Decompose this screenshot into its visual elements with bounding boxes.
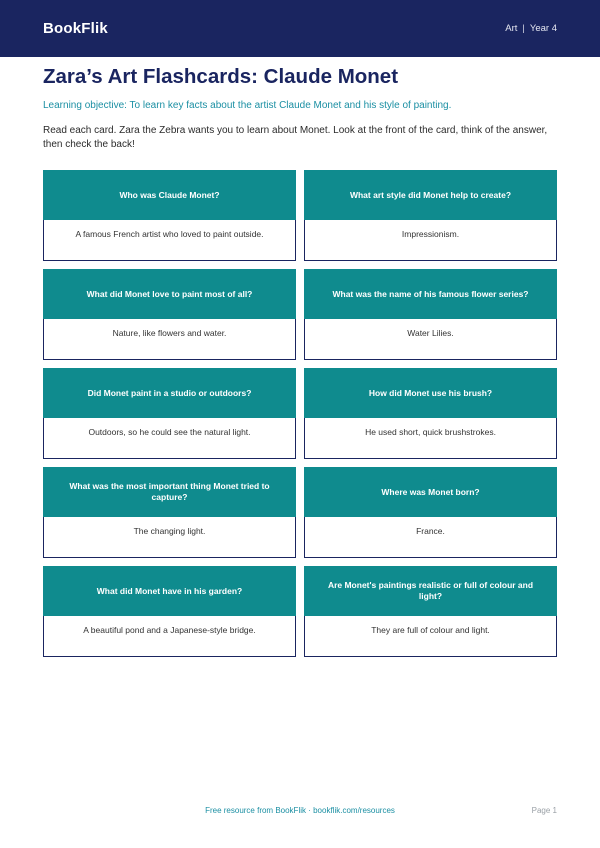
- card-question: Where was Monet born?: [304, 467, 557, 517]
- intro-text: Read each card. Zara the Zebra wants you to learn about Monet. Look at the front of the card, think of the answer, then check the back!: [43, 125, 548, 150]
- flashcard: [304, 566, 557, 657]
- page-footer: [0, 806, 600, 820]
- flashcard-grid: [43, 170, 557, 657]
- flashcard: [304, 368, 557, 459]
- flashcard: [43, 269, 296, 360]
- card-question: Are Monet's paintings realistic or full of colour and light?: [304, 566, 557, 616]
- year-label: Year 4: [529, 23, 557, 34]
- flashcard: [304, 269, 557, 360]
- card-question: Who was Claude Monet?: [43, 170, 296, 220]
- card-question: What did Monet have in his garden?: [43, 566, 296, 616]
- page-number: Page 1: [531, 806, 557, 815]
- card-answer: Nature, like flowers and water.: [43, 319, 296, 360]
- flashcard: [43, 566, 296, 657]
- card-answer: A beautiful pond and a Japanese-style bridge.: [43, 616, 296, 657]
- subject-label: Art: [505, 23, 518, 34]
- card-question: What was the most important thing Monet tried to capture?: [43, 467, 296, 517]
- header-meta: [505, 23, 557, 34]
- card-question: How did Monet use his brush?: [304, 368, 557, 418]
- card-question: What did Monet love to paint most of all?: [43, 269, 296, 319]
- flashcard: [43, 170, 296, 261]
- meta-separator: |: [522, 23, 525, 34]
- card-answer: They are full of colour and light.: [304, 616, 557, 657]
- card-answer: Water Lilies.: [304, 319, 557, 360]
- card-answer: Outdoors, so he could see the natural light.: [43, 418, 296, 459]
- learning-objective: Learning objective: To learn key facts about the artist Claude Monet and his style of painting.: [43, 100, 452, 111]
- card-question: Did Monet paint in a studio or outdoors?: [43, 368, 296, 418]
- flashcard: [304, 170, 557, 261]
- card-answer: He used short, quick brushstrokes.: [304, 418, 557, 459]
- footer-resource-link[interactable]: Free resource from BookFlik · bookflik.com/resources: [205, 806, 395, 815]
- card-answer: A famous French artist who loved to paint outside.: [43, 220, 296, 261]
- flashcard: [304, 467, 557, 558]
- card-answer: Impressionism.: [304, 220, 557, 261]
- flashcard: [43, 368, 296, 459]
- card-question: What art style did Monet help to create?: [304, 170, 557, 220]
- card-answer: France.: [304, 517, 557, 558]
- brand-logo[interactable]: BookFlik: [43, 20, 108, 37]
- card-question: What was the name of his famous flower series?: [304, 269, 557, 319]
- top-bar: [0, 0, 600, 57]
- flashcard: [43, 467, 296, 558]
- card-answer: The changing light.: [43, 517, 296, 558]
- page-title: Zara’s Art Flashcards: Claude Monet: [43, 65, 399, 88]
